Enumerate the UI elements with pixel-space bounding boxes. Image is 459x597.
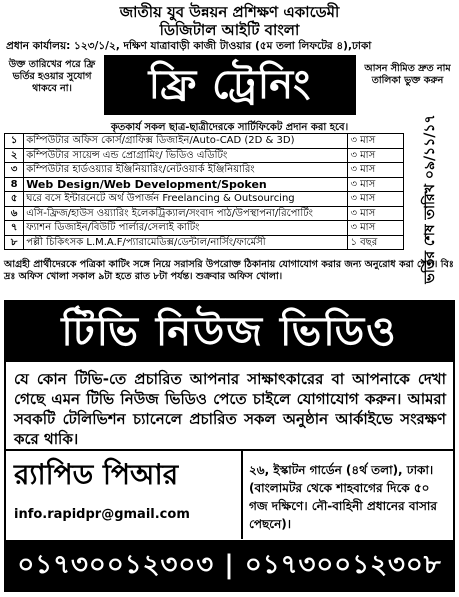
course-name: কম্পিউটার সায়েন্স এন্ড প্রোগ্রামিং/ ভিডিও এডিটিং (24, 148, 348, 163)
rapid-pr-brand: র‍্যাপিড পিআর (14, 458, 179, 491)
course-duration: ১ বছর (348, 235, 404, 250)
divider (241, 451, 243, 539)
course-row (5, 192, 404, 207)
contact-email[interactable]: info.rapidpr@gmail.com (14, 507, 190, 522)
footnote: আগ্রহী প্রার্থীদেরকে পত্রিকা কাটিং সঙ্গে নিয়ে সরাসরি উপরোক্ত ঠিকানায় যোগাযোগ করার জন্য অনুরোধ করা গেল। বিঃ দ্রঃ অফিস খোলা সকাল ৯টা হতে রাত ৮টা পর্যন্ত। শুক্রবার অফিস খোলা। (4, 259, 454, 282)
course-name: ফ্যাশন ডিজাইন/বিউটি পার্লার/সেলাই কাটিং (24, 221, 348, 236)
course-number: ৫ (5, 192, 24, 207)
course-number: 8 (5, 177, 24, 192)
training-banner (4, 55, 455, 117)
course-duration: ৩ মাস (348, 177, 404, 192)
course-name: ঘরে বসে ইন্টারনেটে অর্থ উপার্জন Freelancing & Outsourcing (24, 192, 348, 207)
course-duration: ৩ মাস (348, 134, 404, 149)
course-row (5, 221, 404, 236)
course-row (5, 206, 404, 221)
tv-news-video-ad (4, 300, 455, 592)
course-name: পল্লী চিকিৎসক L.M.A.F/প্যারামেডিক্স/ডেন্টাল/নার্সিং/ফার্মেসী (24, 235, 348, 250)
course-table (4, 133, 404, 250)
contact-section (6, 449, 453, 541)
admission-deadline (406, 113, 454, 284)
course-row (5, 177, 404, 192)
academy-name: জাতীয় যুব উন্নয়ন প্রশিক্ষণ একাডেমী (119, 3, 340, 21)
head-office-address: প্রধান কার্যালয়: ১২৩/১/২, দক্ষিণ যাত্রাবাড়ী কাজী টাওয়ার (৫ম তলা লিফটের ৪),ঢাকা (6, 40, 372, 52)
course-duration: ৩ মাস (348, 163, 404, 178)
course-number: ১ (5, 134, 24, 149)
course-name: এসি-ফ্রিজ/হাউস ওয়্যারিং ইলেকট্রিক্যাল/সংবাদ পাঠ/উপস্থাপনা/রিপোর্টিং (24, 206, 348, 221)
course-duration: ৩ মাস (348, 221, 404, 236)
course-row (5, 134, 404, 149)
course-row (5, 148, 404, 163)
course-row (5, 163, 404, 178)
course-number: ৬ (5, 206, 24, 221)
office-address: ২৬, ইস্কাটন গার্ডেন (৪র্থ তলা), ঢাকা। (বাংলামটর থেকে শাহবাগের দিকে ৫০ গজ দক্ষিণে। নৌ-বাহিনী প্রধানের বাসার পেছনে)। (249, 463, 437, 531)
course-duration: ৩ মাস (348, 192, 404, 207)
course-name: Web Design/Web Development/Spoken (24, 177, 348, 192)
course-duration: ৩ মাস (348, 206, 404, 221)
phone-numbers[interactable]: ০১৭৩০০১২৩০৩ | ০১৭৩০০১২৩০৮ (6, 540, 453, 590)
brand-name: ডিজিটাল আইটি বাংলা (159, 21, 300, 39)
admission-deadline-text: ভর্তির শেষ তারিখ ০৯/১১/১৭ (422, 113, 438, 284)
limited-seats-note: আসন সীমিত দ্রুত নাম তালিকা ভুক্ত করুন (364, 63, 451, 86)
course-name: কম্পিউটার হার্ডওয়্যার ইঞ্জিনিয়ারিং/নেটওয়ার্ক ইঞ্জিনিয়ারিং (24, 163, 348, 178)
course-number: ২ (5, 148, 24, 163)
tv-news-description: যে কোন টিভি-তে প্রচারিত আপনার সাক্ষাৎকারের বা আপনাকে দেখা গেছে এমন টিভি নিউজ ভিডিও পেতে চাইলে যোগাযোগ করুন। আমরা সবকটি টেলিভিশন চ্যানেলে প্রচারিত সকল অনুষ্ঠান আর্কাইভে সংরক্ষণ করে থাকি। (14, 370, 446, 448)
course-number: ৮ (5, 235, 24, 250)
certificate-line: কৃতকার্য সকল ছাত্র-ছাত্রীদেরকে সার্টিফিকেট প্রদান করা হবে। (110, 122, 349, 133)
course-duration: ৩ মাস (348, 148, 404, 163)
course-name: কম্পিউটার অফিস কোর্স/গ্রাফিক্স ডিজাইন/Auto-CAD (2D & 3D) (24, 134, 348, 149)
course-number: ৩ (5, 163, 24, 178)
course-number: ৭ (5, 221, 24, 236)
tv-news-title: টিভি নিউজ ভিডিও (6, 302, 453, 362)
deadline-note: উক্ত তারিখের পরে ফ্রি ভর্তির হওয়ার সুযোগ থাকবে না। (8, 59, 96, 94)
free-training-ad (4, 3, 455, 287)
course-row (5, 235, 404, 250)
free-training-title: ফ্রি ট্রেনিং (104, 55, 356, 115)
